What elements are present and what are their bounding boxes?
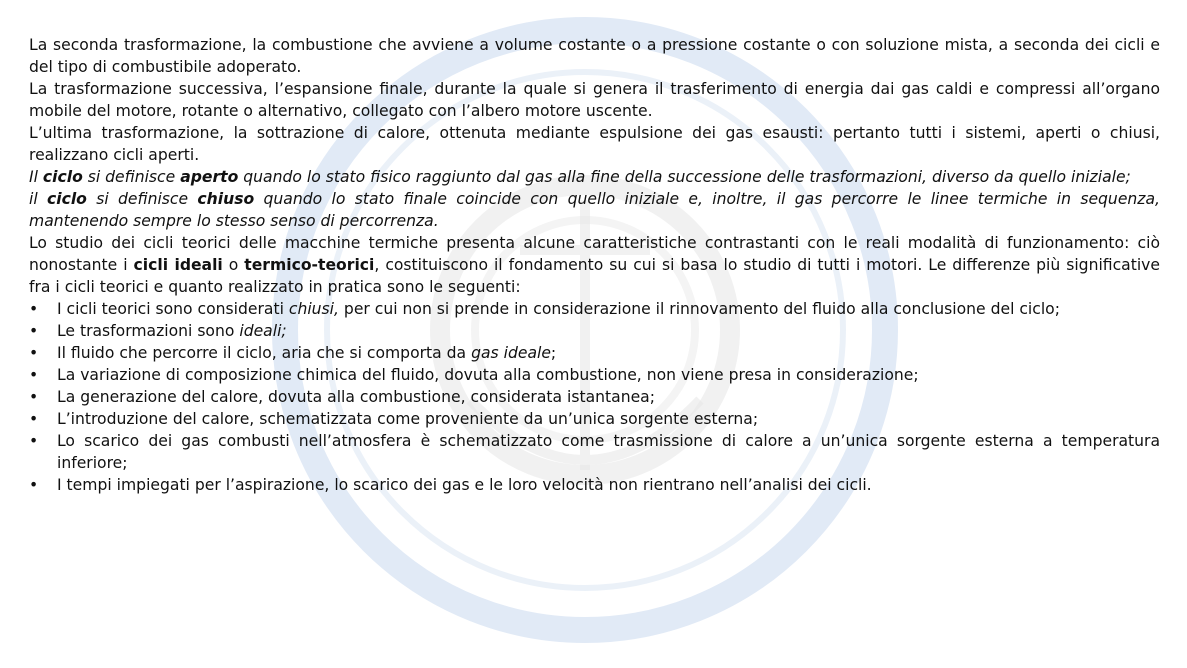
- list-item: [29, 320, 1160, 342]
- paragraph-closed-cycle: [29, 188, 1160, 232]
- bullet-icon: •: [29, 344, 39, 362]
- bullet-icon: •: [29, 432, 39, 450]
- paragraph-theoretical-cycles: [29, 232, 1160, 298]
- text-run: Il fluido che percorre il ciclo, aria che si comporta da: [57, 344, 472, 362]
- bullet-icon: •: [29, 322, 39, 340]
- text-run: si definisce: [86, 190, 198, 208]
- bullet-icon: •: [29, 366, 39, 384]
- text-run: il: [29, 190, 47, 208]
- text-run: La generazione del calore, dovuta alla combustione, considerata istantanea;: [57, 388, 655, 406]
- italic-term: chiusi,: [288, 300, 339, 318]
- text-run: si definisce: [82, 168, 181, 186]
- list-item: [29, 298, 1160, 320]
- paragraph-expansion: La trasformazione successiva, l’espansione finale, durante la quale si genera il trasferimento di energia dai gas caldi e compressi all’organo mobile del motore, rotante o alternativo, collegato con l’albero motore uscente.: [29, 80, 1160, 120]
- text-run: Le trasformazioni sono: [57, 322, 240, 340]
- text-run: I cicli teorici sono considerati: [57, 300, 289, 318]
- text-run: Il: [29, 168, 43, 186]
- bullet-icon: •: [29, 410, 39, 428]
- italic-term: ideali;: [239, 322, 287, 340]
- italic-term: gas ideale: [471, 344, 551, 362]
- text-run: L’introduzione del calore, schematizzata come proveniente da un’unica sorgente esterna;: [57, 410, 759, 428]
- document-body: [29, 34, 1160, 496]
- bold-term-aperto: aperto: [180, 168, 239, 186]
- list-item: [29, 474, 1160, 496]
- text-run: , costituiscono il fondamento su cui si basa lo studio di tutti i motori. Le differenze più significative fra i cicli teorici e quanto realizzato in pratica sono le seguenti:: [29, 256, 1161, 296]
- list-item: [29, 386, 1160, 408]
- list-item: [29, 408, 1160, 430]
- text-run: o: [222, 256, 245, 274]
- bold-term-chiuso: chiuso: [197, 190, 255, 208]
- text-run: Lo studio dei cicli teorici delle macchine termiche presenta alcune caratteristiche contrastanti con le reali modalità di funzionamento: ciò nonostante i: [29, 234, 1160, 274]
- text-run: Lo scarico dei gas combusti nell’atmosfera è schematizzato come trasmissione di calore a un’unica sorgente esterna a temperatura inferiore;: [57, 432, 1160, 472]
- list-item: [29, 342, 1160, 364]
- bold-term-ciclo: ciclo: [47, 190, 87, 208]
- bold-term-ciclo: ciclo: [42, 168, 83, 186]
- bold-term-cicli-ideali: cicli ideali: [133, 256, 223, 274]
- paragraph-combustion: La seconda trasformazione, la combustione che avviene a volume costante o a pressione costante o con soluzione mista, a seconda dei cicli e del tipo di combustibile adoperato.: [29, 36, 1160, 76]
- text-run: per cui non si prende in considerazione il rinnovamento del fluido alla conclusione del ciclo;: [338, 300, 1060, 318]
- bullet-icon: •: [29, 300, 39, 318]
- list-item: [29, 430, 1160, 474]
- list-item: [29, 364, 1160, 386]
- paragraph-open-cycle: [29, 166, 1160, 188]
- bullet-icon: •: [29, 476, 39, 494]
- paragraph-heat-removal: L’ultima trasformazione, la sottrazione di calore, ottenuta mediante espulsione dei gas esausti: pertanto tutti i sistemi, aperti o chiusi, realizzano cicli aperti.: [29, 124, 1160, 164]
- differences-list: [29, 298, 1160, 496]
- bullet-icon: •: [29, 388, 39, 406]
- bold-term-termico-teorici: termico-teorici: [244, 256, 375, 274]
- text-run: I tempi impiegati per l’aspirazione, lo scarico dei gas e le loro velocità non rientrano nell’analisi dei cicli.: [57, 476, 872, 494]
- text-run: quando lo stato fisico raggiunto dal gas alla fine della successione delle trasformazioni, diverso da quello iniziale;: [238, 168, 1131, 186]
- text-run: quando lo stato finale coincide con quello iniziale e, inoltre, il gas percorre le linee termiche in sequenza, mantenendo sempre lo stesso senso di percorrenza.: [29, 190, 1160, 230]
- text-run: La variazione di composizione chimica del fluido, dovuta alla combustione, non viene presa in considerazione;: [57, 366, 919, 384]
- text-run: ;: [550, 344, 557, 362]
